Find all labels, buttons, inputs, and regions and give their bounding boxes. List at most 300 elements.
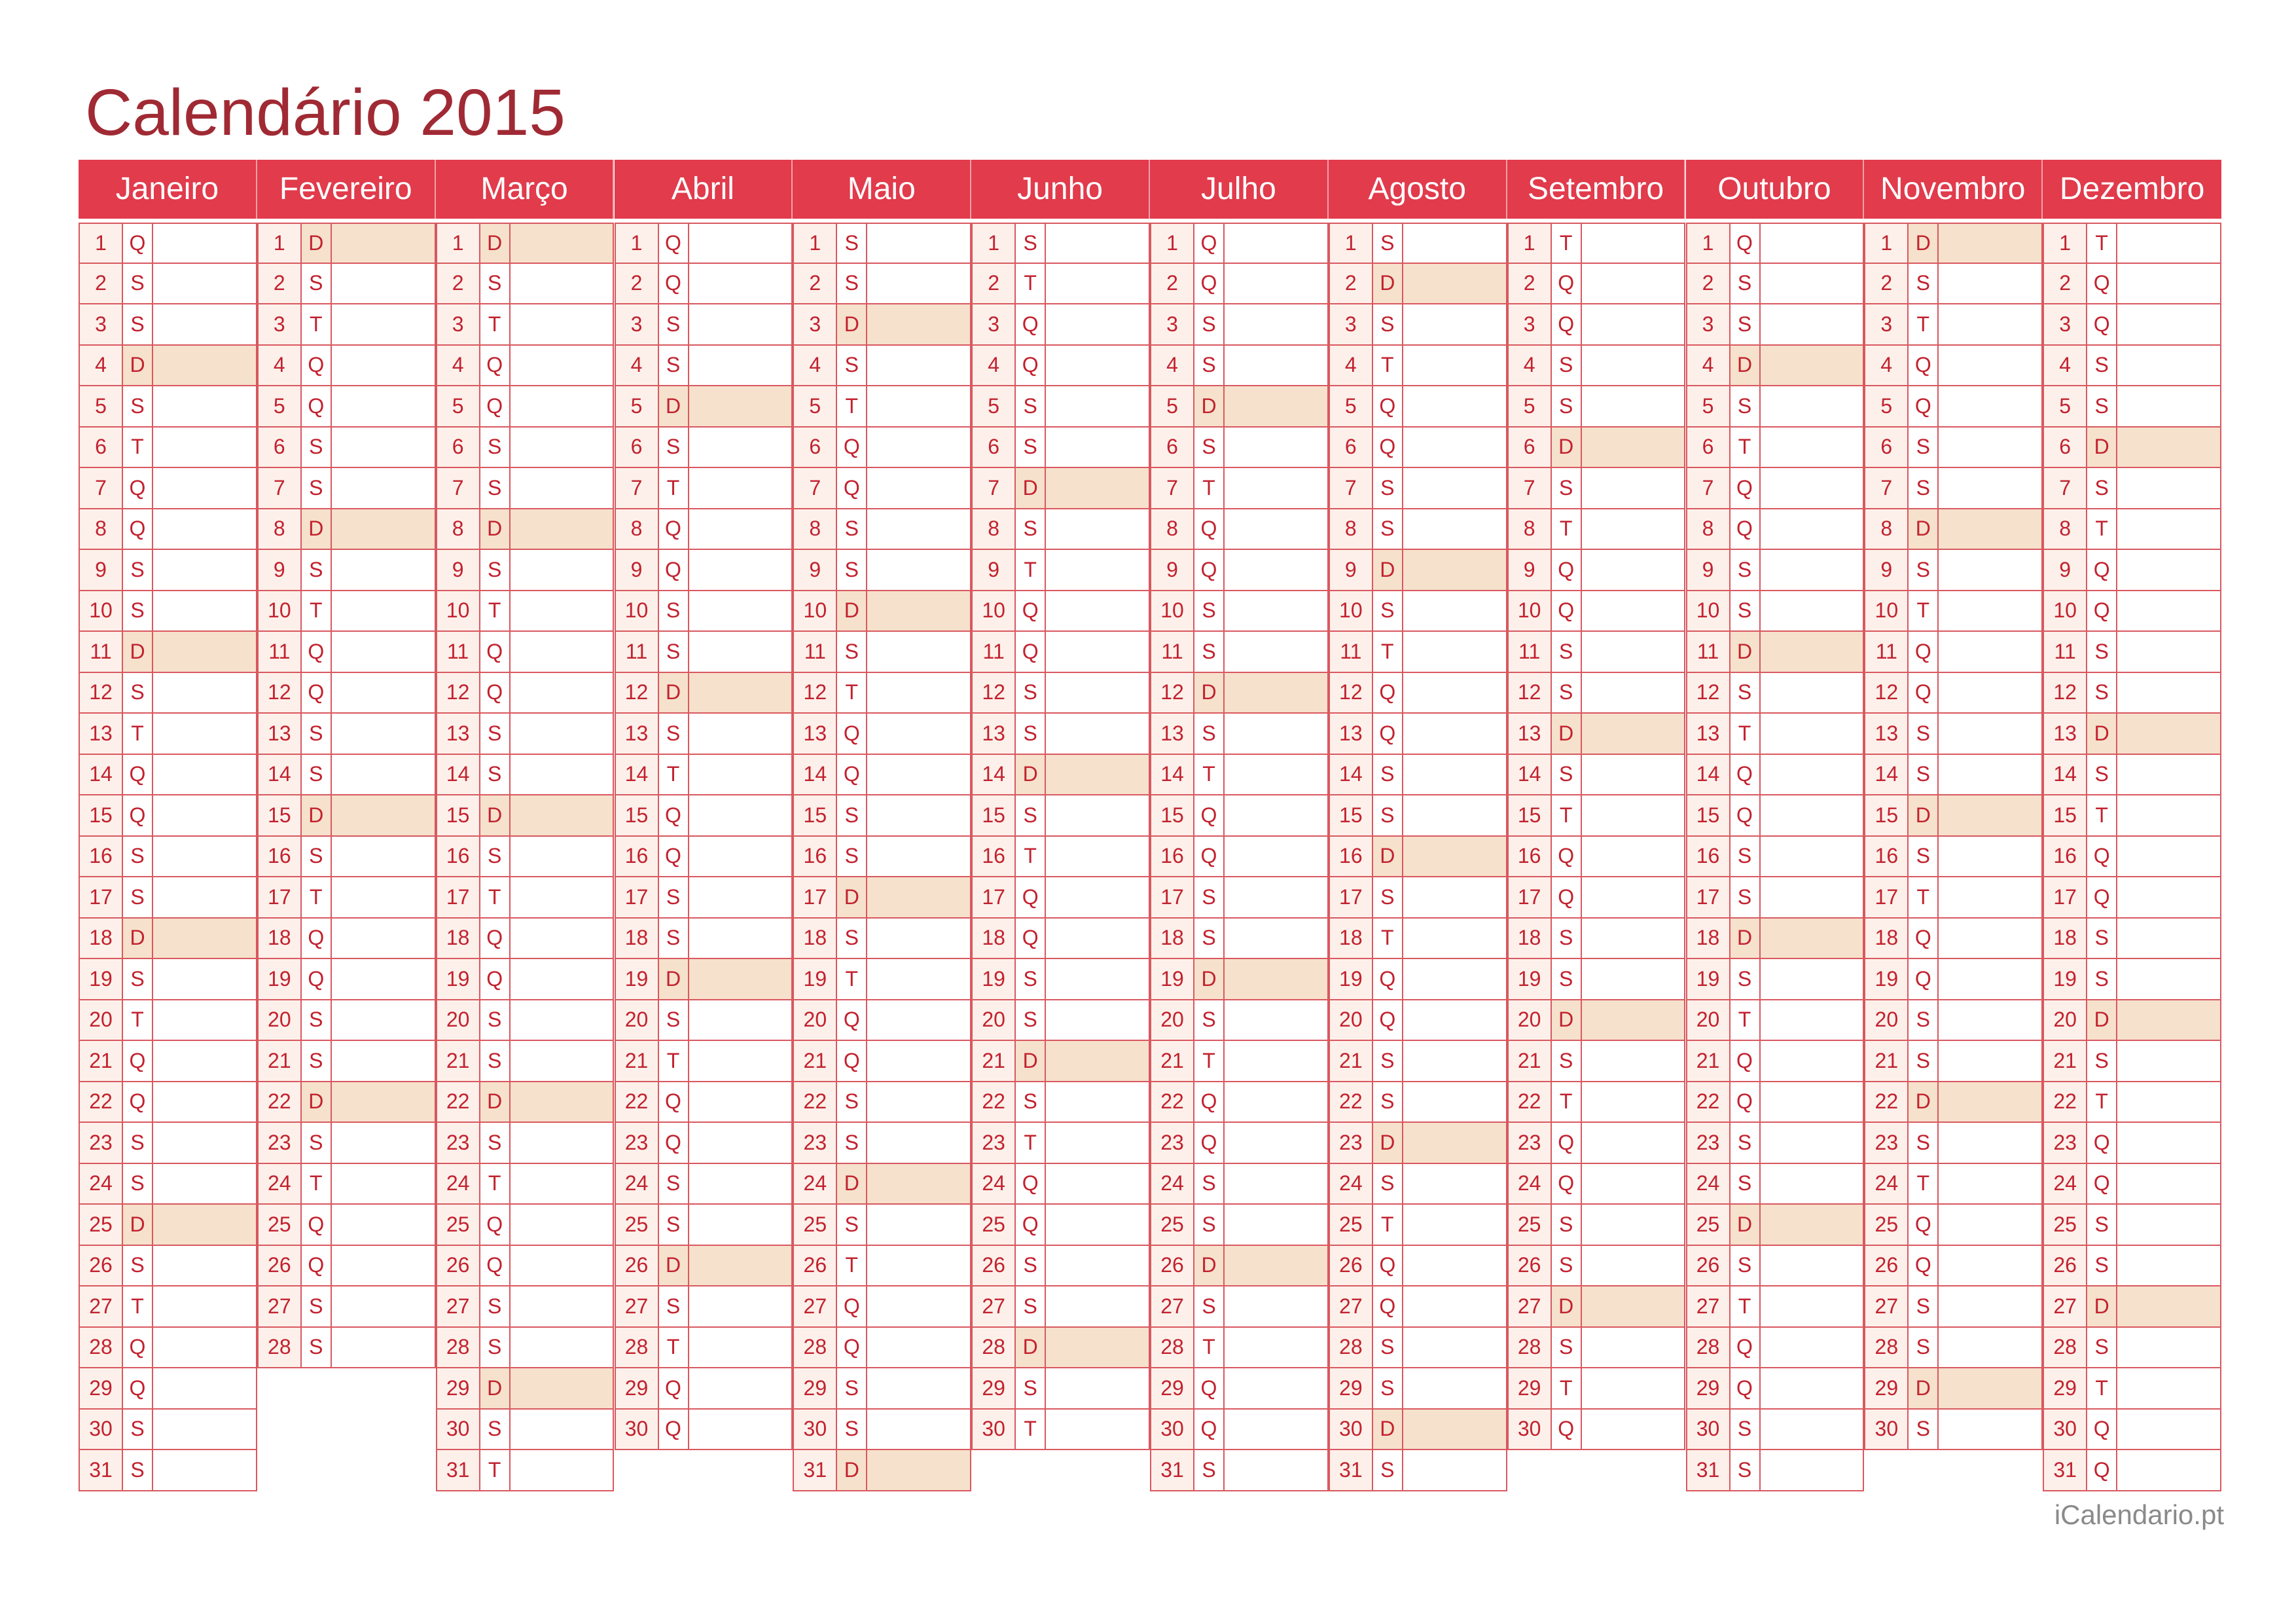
day-number: 15 — [794, 795, 837, 835]
weekday-letter: T — [302, 591, 332, 631]
day-note-cell — [1939, 224, 2041, 263]
weekday-letter: Q — [1016, 919, 1046, 958]
day-number: 20 — [1330, 1000, 1373, 1040]
weekday-letter: S — [1016, 1246, 1046, 1286]
day-number: 9 — [2044, 550, 2087, 590]
day-number: 2 — [1509, 264, 1552, 304]
day-note-cell — [1939, 1041, 2041, 1081]
weekday-letter: Q — [1016, 346, 1046, 386]
day-row — [1329, 1123, 1507, 1164]
footer-brand: iCalendario.pt — [2054, 1499, 2224, 1530]
day-row — [971, 1246, 1150, 1287]
weekday-letter: Q — [1909, 346, 1939, 386]
day-note-cell — [1582, 1205, 1685, 1245]
weekday-letter: S — [659, 1164, 689, 1204]
day-row — [1329, 1041, 1507, 1082]
day-number: 23 — [80, 1123, 123, 1163]
day-note-cell — [1582, 264, 1685, 304]
day-row — [257, 1246, 436, 1287]
day-note-cell — [689, 877, 792, 917]
day-note-cell — [1046, 1164, 1149, 1204]
day-number: 17 — [437, 877, 480, 917]
weekday-letter: S — [1552, 673, 1582, 713]
day-row — [2043, 1328, 2221, 1369]
weekday-letter: T — [1552, 795, 1582, 835]
day-note-cell — [153, 346, 256, 386]
day-number: 8 — [259, 509, 302, 549]
day-number: 30 — [2044, 1410, 2087, 1450]
day-row — [1507, 428, 1686, 469]
weekday-letter: Q — [1194, 550, 1225, 590]
weekday-letter: D — [659, 386, 689, 426]
weekday-letter: S — [1194, 591, 1225, 631]
weekday-letter: S — [1731, 1246, 1761, 1286]
day-note-cell — [1046, 1205, 1149, 1245]
day-note-cell — [1225, 959, 1327, 999]
day-note-cell — [1046, 1368, 1149, 1408]
day-note-cell — [1939, 959, 2041, 999]
day-row — [2043, 1410, 2221, 1451]
day-note-cell — [1582, 509, 1685, 549]
day-row — [1864, 264, 2043, 305]
weekday-letter: T — [2087, 1368, 2117, 1408]
weekday-letter: Q — [1552, 1410, 1582, 1450]
day-number: 6 — [794, 428, 837, 467]
day-note-cell — [332, 1123, 435, 1163]
weekday-letter: S — [1373, 509, 1403, 549]
weekday-letter: S — [1909, 1328, 1939, 1368]
day-number: 6 — [259, 428, 302, 467]
day-row — [436, 1000, 615, 1042]
day-note-cell — [1046, 1000, 1149, 1040]
day-number: 29 — [437, 1368, 480, 1408]
day-row — [971, 1123, 1150, 1164]
weekday-letter: S — [1552, 1328, 1582, 1368]
day-row — [1507, 877, 1686, 919]
day-row — [436, 755, 615, 796]
day-note-cell — [332, 304, 435, 344]
weekday-letter: D — [1373, 1123, 1403, 1163]
weekday-letter: T — [1194, 1041, 1225, 1081]
day-note-cell — [1046, 795, 1149, 835]
day-row — [1329, 1286, 1507, 1328]
weekday-letter: Q — [480, 346, 511, 386]
day-number: 5 — [1330, 386, 1373, 426]
weekday-letter: S — [123, 1450, 153, 1490]
day-note-cell — [1403, 959, 1506, 999]
day-number: 1 — [1509, 224, 1552, 263]
day-number: 12 — [2044, 673, 2087, 713]
weekday-letter: Q — [1731, 795, 1761, 835]
weekday-letter: S — [659, 877, 689, 917]
weekday-letter: T — [123, 1286, 153, 1326]
weekday-letter: T — [480, 877, 511, 917]
day-note-cell — [1225, 1328, 1327, 1368]
day-row — [793, 919, 971, 960]
day-row — [79, 304, 257, 346]
weekday-letter: S — [2087, 1328, 2117, 1368]
day-note-cell — [511, 1450, 613, 1490]
month-header: Novembro — [1864, 160, 2043, 219]
day-note-cell — [867, 509, 970, 549]
day-row — [971, 264, 1150, 305]
weekday-letter: Q — [123, 1041, 153, 1081]
day-row — [1686, 959, 1865, 1000]
day-note-cell — [511, 1368, 613, 1408]
day-note-cell — [1939, 386, 2041, 426]
weekday-letter: T — [480, 591, 511, 631]
weekday-letter: S — [480, 714, 511, 754]
weekday-letter: S — [1909, 264, 1939, 304]
day-number: 23 — [1509, 1123, 1552, 1163]
day-number: 2 — [973, 264, 1016, 304]
day-number: 26 — [1509, 1246, 1552, 1286]
day-number: 22 — [1330, 1082, 1373, 1122]
day-number: 31 — [80, 1450, 123, 1490]
day-number: 16 — [80, 837, 123, 877]
day-row — [1329, 877, 1507, 919]
weekday-letter: Q — [1731, 1082, 1761, 1122]
weekday-letter: S — [1731, 550, 1761, 590]
weekday-letter: D — [2087, 1286, 2117, 1326]
weekday-letter: S — [1373, 1082, 1403, 1122]
day-number: 5 — [616, 386, 659, 426]
day-note-cell — [1403, 1164, 1506, 1204]
weekday-letter: T — [1373, 1205, 1403, 1245]
day-row — [79, 1082, 257, 1123]
day-row — [1864, 877, 2043, 919]
day-note-cell — [1225, 1286, 1327, 1326]
day-note-cell — [1046, 837, 1149, 877]
day-number: 10 — [1687, 591, 1731, 631]
day-note-cell — [1761, 1368, 1863, 1408]
weekday-letter: Q — [659, 837, 689, 877]
weekday-letter: Q — [659, 795, 689, 835]
day-note-cell — [689, 1246, 792, 1286]
weekday-letter: Q — [123, 795, 153, 835]
day-note-cell — [2117, 1123, 2220, 1163]
day-note-cell — [1403, 509, 1506, 549]
day-number: 8 — [437, 509, 480, 549]
month-header: Dezembro — [2043, 160, 2221, 219]
day-number: 14 — [973, 755, 1016, 795]
day-row — [1686, 1368, 1865, 1410]
weekday-letter: D — [302, 509, 332, 549]
day-note-cell — [2117, 755, 2220, 795]
weekday-letter: S — [1909, 837, 1939, 877]
day-note-cell — [1225, 632, 1327, 672]
day-number: 21 — [1687, 1041, 1731, 1081]
weekday-letter: D — [302, 224, 332, 263]
day-note-cell — [867, 1246, 970, 1286]
day-row — [1686, 837, 1865, 878]
day-number: 22 — [437, 1082, 480, 1122]
day-number: 19 — [973, 959, 1016, 999]
day-row — [79, 468, 257, 509]
day-note-cell — [1046, 304, 1149, 344]
day-note-cell — [1582, 428, 1685, 467]
day-number: 5 — [1151, 386, 1194, 426]
day-number: 4 — [973, 346, 1016, 386]
day-number: 7 — [1330, 468, 1373, 508]
weekday-letter: S — [2087, 632, 2117, 672]
weekday-letter: D — [1373, 264, 1403, 304]
day-note-cell — [1761, 1286, 1863, 1326]
day-number: 25 — [1687, 1205, 1731, 1245]
weekday-letter: T — [1016, 264, 1046, 304]
day-row — [257, 755, 436, 796]
weekday-letter: S — [659, 1205, 689, 1245]
day-note-cell — [1939, 1246, 2041, 1286]
day-row — [2043, 632, 2221, 673]
weekday-letter: Q — [2087, 1410, 2117, 1450]
day-number: 27 — [794, 1286, 837, 1326]
day-number: 20 — [1865, 1000, 1909, 1040]
weekday-letter: Q — [1194, 795, 1225, 835]
day-row — [257, 304, 436, 346]
day-row — [436, 550, 615, 591]
day-number: 14 — [1330, 755, 1373, 795]
day-note-cell — [2117, 1328, 2220, 1368]
day-number: 28 — [259, 1328, 302, 1368]
weekday-letter: S — [1731, 1164, 1761, 1204]
day-number: 7 — [616, 468, 659, 508]
day-note-cell — [1761, 673, 1863, 713]
day-note-cell — [332, 346, 435, 386]
day-note-cell — [153, 509, 256, 549]
day-note-cell — [867, 673, 970, 713]
day-row — [1329, 1205, 1507, 1246]
weekday-letter: D — [1731, 346, 1761, 386]
day-row — [971, 1205, 1150, 1246]
day-row — [793, 755, 971, 796]
day-number: 12 — [437, 673, 480, 713]
day-note-cell — [153, 1286, 256, 1326]
day-number: 1 — [1865, 224, 1909, 263]
day-row — [2043, 1041, 2221, 1082]
weekday-letter: Q — [302, 1205, 332, 1245]
day-number: 11 — [259, 632, 302, 672]
month-column — [436, 160, 615, 1497]
day-number: 8 — [80, 509, 123, 549]
day-note-cell — [1939, 632, 2041, 672]
day-note-cell — [1225, 1368, 1327, 1408]
day-note-cell — [2117, 304, 2220, 344]
day-row — [971, 632, 1150, 673]
day-number: 3 — [80, 304, 123, 344]
day-note-cell — [1403, 468, 1506, 508]
day-note-cell — [2117, 468, 2220, 508]
day-row — [971, 673, 1150, 714]
day-number: 14 — [616, 755, 659, 795]
day-row — [1329, 509, 1507, 551]
weekday-letter: Q — [1552, 304, 1582, 344]
day-note-cell — [689, 1123, 792, 1163]
day-note-cell — [1403, 673, 1506, 713]
day-row — [1686, 1041, 1865, 1082]
weekday-letter: D — [1731, 632, 1761, 672]
day-note-cell — [1046, 1410, 1149, 1450]
day-number: 12 — [973, 673, 1016, 713]
day-row — [79, 714, 257, 755]
day-note-cell — [511, 1328, 613, 1368]
day-row — [1686, 1328, 1865, 1369]
weekday-letter: S — [1909, 468, 1939, 508]
day-row — [2043, 1082, 2221, 1123]
day-row — [2043, 1164, 2221, 1205]
day-number: 17 — [1509, 877, 1552, 917]
day-row — [257, 1000, 436, 1042]
day-number: 8 — [1687, 509, 1731, 549]
weekday-letter: Q — [2087, 550, 2117, 590]
day-number: 7 — [437, 468, 480, 508]
day-row — [1150, 673, 1329, 714]
day-row — [2043, 1123, 2221, 1164]
weekday-letter: S — [123, 1246, 153, 1286]
day-note-cell — [332, 509, 435, 549]
month-column — [615, 160, 793, 1497]
day-note-cell — [1582, 304, 1685, 344]
day-row — [257, 223, 436, 264]
day-row — [436, 591, 615, 632]
day-note-cell — [511, 468, 613, 508]
day-note-cell — [1761, 837, 1863, 877]
weekday-letter: S — [302, 264, 332, 304]
day-row — [615, 632, 793, 673]
day-number: 6 — [973, 428, 1016, 467]
day-note-cell — [867, 632, 970, 672]
day-number: 2 — [1865, 264, 1909, 304]
day-row — [2043, 1450, 2221, 1491]
day-number: 20 — [2044, 1000, 2087, 1040]
day-row — [971, 1328, 1150, 1369]
day-note-cell — [2117, 714, 2220, 754]
day-note-cell — [1939, 550, 2041, 590]
weekday-letter: S — [659, 428, 689, 467]
day-row — [793, 877, 971, 919]
day-note-cell — [1761, 264, 1863, 304]
day-note-cell — [332, 1205, 435, 1245]
day-number: 11 — [1687, 632, 1731, 672]
day-number: 19 — [1865, 959, 1909, 999]
day-note-cell — [2117, 509, 2220, 549]
day-row — [615, 1328, 793, 1369]
day-row — [1864, 1000, 2043, 1042]
day-note-cell — [867, 1123, 970, 1163]
day-note-cell — [1939, 1410, 2041, 1450]
day-row — [793, 1246, 971, 1287]
day-note-cell — [153, 1123, 256, 1163]
day-number: 6 — [437, 428, 480, 467]
day-note-cell — [511, 1286, 613, 1326]
day-number: 13 — [1687, 714, 1731, 754]
day-note-cell — [689, 550, 792, 590]
day-number: 22 — [973, 1082, 1016, 1122]
day-note-cell — [1761, 346, 1863, 386]
day-note-cell — [867, 264, 970, 304]
month-header: Junho — [971, 160, 1150, 219]
day-note-cell — [1582, 1000, 1685, 1040]
day-note-cell — [153, 264, 256, 304]
weekday-letter: D — [480, 1082, 511, 1122]
day-number: 13 — [1330, 714, 1373, 754]
weekday-letter: S — [480, 550, 511, 590]
day-note-cell — [1225, 550, 1327, 590]
day-row — [1864, 509, 2043, 551]
day-row — [1686, 509, 1865, 551]
month-header: Julho — [1150, 160, 1329, 219]
day-row — [1864, 1082, 2043, 1123]
month-column — [257, 160, 436, 1497]
day-number: 19 — [794, 959, 837, 999]
day-number: 1 — [259, 224, 302, 263]
month-header: Março — [436, 160, 615, 219]
weekday-letter: Q — [837, 468, 867, 508]
day-number: 17 — [2044, 877, 2087, 917]
day-number: 27 — [616, 1286, 659, 1326]
day-note-cell — [1225, 1123, 1327, 1163]
weekday-letter: T — [1552, 1082, 1582, 1122]
day-number: 3 — [794, 304, 837, 344]
day-number: 5 — [1509, 386, 1552, 426]
day-number: 18 — [80, 919, 123, 958]
day-note-cell — [689, 632, 792, 672]
day-row — [971, 1286, 1150, 1328]
day-note-cell — [1939, 304, 2041, 344]
day-note-cell — [689, 386, 792, 426]
day-note-cell — [1582, 1328, 1685, 1368]
weekday-letter: S — [1731, 1450, 1761, 1490]
day-row — [2043, 428, 2221, 469]
day-number: 6 — [1330, 428, 1373, 467]
weekday-letter: D — [1909, 1368, 1939, 1408]
day-row — [2043, 386, 2221, 428]
day-note-cell — [1225, 1205, 1327, 1245]
day-row — [793, 1164, 971, 1205]
day-row — [1150, 632, 1329, 673]
weekday-letter: Q — [1194, 224, 1225, 263]
day-row — [257, 1328, 436, 1369]
day-row — [1329, 795, 1507, 837]
weekday-letter: S — [1909, 1000, 1939, 1040]
day-row — [2043, 509, 2221, 551]
weekday-letter: S — [302, 1000, 332, 1040]
day-row — [971, 509, 1150, 551]
day-row — [793, 468, 971, 509]
day-number: 15 — [1151, 795, 1194, 835]
day-note-cell — [1939, 877, 2041, 917]
weekday-letter: T — [1909, 877, 1939, 917]
weekday-letter: T — [659, 1041, 689, 1081]
day-row — [615, 223, 793, 264]
day-row — [79, 919, 257, 960]
weekday-letter: Q — [2087, 264, 2117, 304]
day-row — [2043, 714, 2221, 755]
weekday-letter: Q — [1194, 1082, 1225, 1122]
day-note-cell — [511, 1410, 613, 1450]
day-number: 27 — [973, 1286, 1016, 1326]
day-note-cell — [1403, 1205, 1506, 1245]
day-number: 20 — [616, 1000, 659, 1040]
day-note-cell — [1225, 795, 1327, 835]
weekday-letter: S — [302, 550, 332, 590]
weekday-letter: D — [837, 591, 867, 631]
weekday-letter: S — [1373, 304, 1403, 344]
day-row — [1864, 795, 2043, 837]
day-number: 21 — [2044, 1041, 2087, 1081]
weekday-letter: S — [123, 673, 153, 713]
weekday-letter: S — [837, 1082, 867, 1122]
